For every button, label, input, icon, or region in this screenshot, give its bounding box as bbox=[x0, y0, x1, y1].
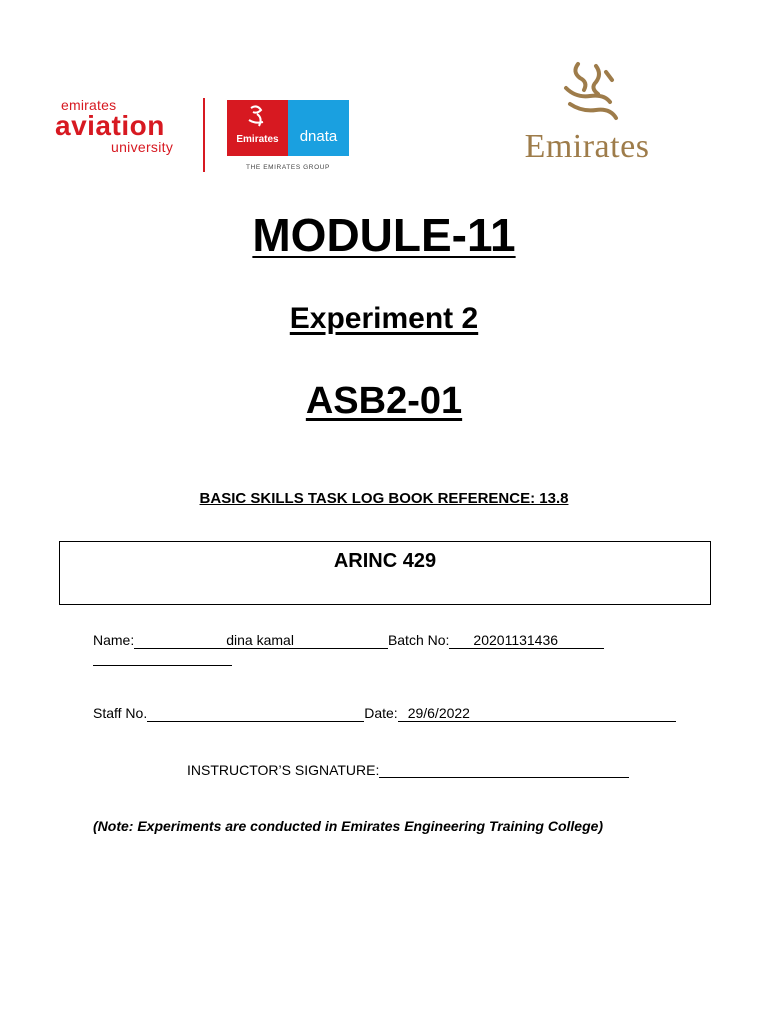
emirates-calligraphy-icon bbox=[506, 58, 668, 128]
staff-date-row bbox=[93, 705, 676, 722]
batch-underline-pre bbox=[449, 632, 473, 649]
eau-line-university: university bbox=[111, 139, 174, 155]
eau-wordmark bbox=[55, 98, 195, 154]
batch-label: Batch No: bbox=[387, 632, 450, 648]
batch-continuation-line bbox=[93, 665, 232, 666]
emirates-group-caption: THE EMIRATES GROUP bbox=[246, 164, 330, 171]
name-underline-post bbox=[294, 632, 388, 649]
date-underline-pre bbox=[398, 705, 408, 722]
instructor-signature-row bbox=[187, 761, 629, 778]
eau-line-emirates: emirates bbox=[61, 97, 117, 113]
topic-box bbox=[59, 541, 711, 605]
emirates-badge-red bbox=[227, 100, 288, 156]
logo-divider bbox=[203, 98, 205, 172]
logbook-reference: BASIC SKILLS TASK LOG BOOK REFERENCE: 13.8 bbox=[199, 490, 569, 507]
calligraphy-icon bbox=[227, 100, 288, 134]
staff-underline bbox=[147, 705, 364, 722]
emirates-badge-label: Emirates bbox=[236, 134, 279, 145]
emirates-aviation-university-logo bbox=[55, 98, 355, 178]
module-code: ASB2-01 bbox=[305, 380, 463, 422]
emirates-group-badge bbox=[227, 100, 349, 156]
date-value: 29/6/2022 bbox=[407, 705, 470, 721]
page-title: MODULE-11 bbox=[252, 209, 516, 261]
topic-title: ARINC 429 bbox=[333, 550, 437, 572]
batch-underline-post bbox=[558, 632, 604, 649]
name-label: Name: bbox=[93, 632, 135, 648]
staff-label: Staff No. bbox=[93, 705, 148, 721]
date-underline-post bbox=[470, 705, 676, 722]
experiment-subtitle: Experiment 2 bbox=[289, 302, 479, 335]
instructor-label: INSTRUCTOR’S SIGNATURE: bbox=[187, 762, 380, 778]
batch-value: 20201131436 bbox=[473, 632, 559, 648]
note-text: (Note: Experiments are conducted in Emirates Engineering Training College) bbox=[93, 818, 604, 834]
name-underline-pre bbox=[134, 632, 226, 649]
name-value: dina kamal bbox=[226, 632, 294, 648]
instructor-underline bbox=[379, 761, 629, 778]
date-label: Date: bbox=[364, 705, 398, 721]
dnata-badge-label: dnata bbox=[299, 128, 338, 145]
emirates-logo bbox=[506, 58, 668, 168]
name-batch-row bbox=[93, 632, 604, 649]
emirates-wordmark: Emirates bbox=[524, 128, 650, 165]
eau-line-aviation: aviation bbox=[55, 110, 165, 141]
